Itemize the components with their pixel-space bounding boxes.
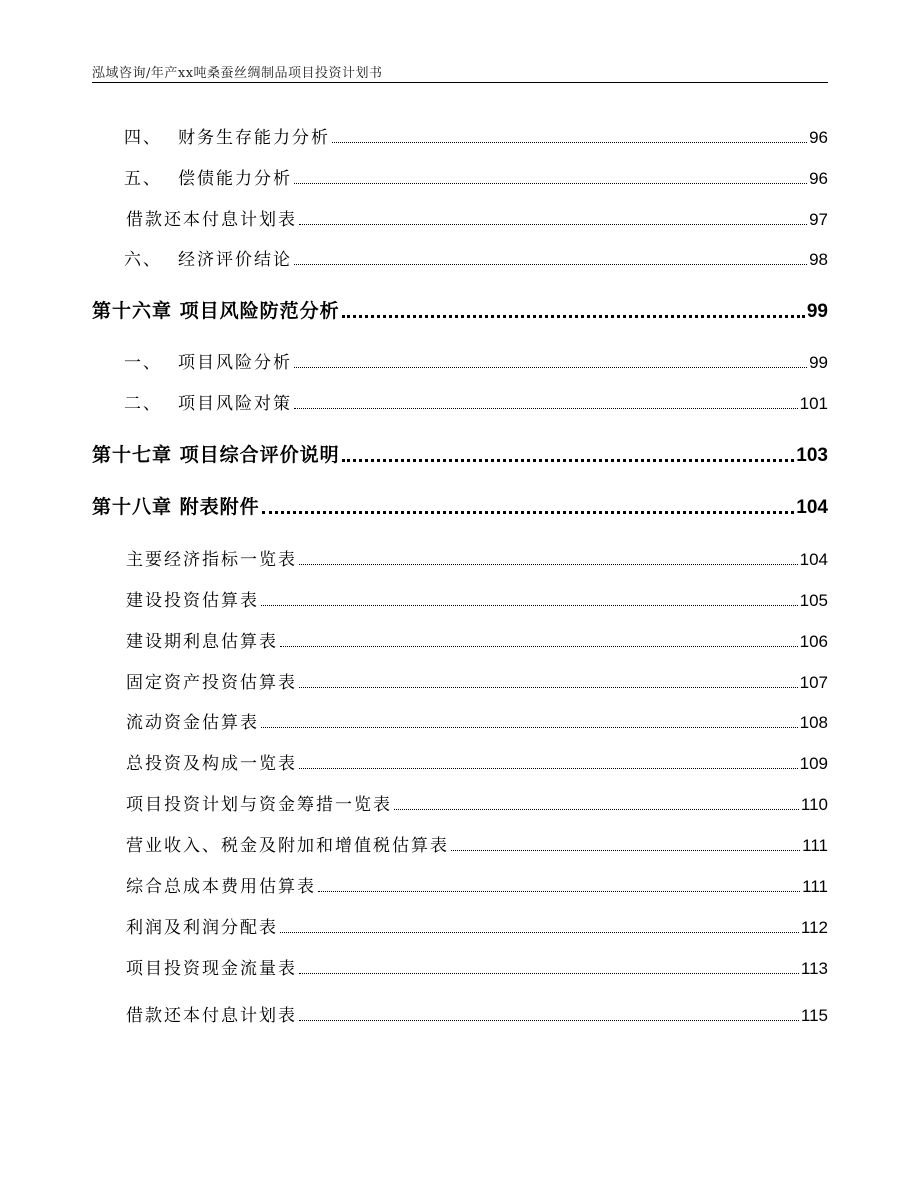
toc-entry-label: 营业收入、税金及附加和增值税估算表 (126, 836, 449, 856)
toc-chapter-entry[interactable] (92, 440, 828, 467)
toc-leader-dots (342, 459, 795, 462)
toc-leader-dots (318, 891, 800, 892)
toc-leader-dots (294, 367, 807, 368)
toc-entry-label: 项目投资计划与资金筹措一览表 (126, 795, 392, 815)
toc-entry[interactable] (92, 831, 828, 856)
toc-leader-dots (280, 646, 798, 647)
toc-entry-label: 总投资及构成一览表 (126, 754, 297, 774)
toc-entry-label: 借款还本付息计划表 (126, 210, 297, 230)
toc-page-number: 110 (800, 795, 828, 814)
toc-chapter-label: 第十八章 附表附件 (92, 496, 260, 518)
toc-entry[interactable] (92, 1001, 828, 1026)
toc-entry[interactable] (92, 913, 828, 938)
toc-entry-label: 借款还本付息计划表 (126, 1006, 297, 1026)
toc-entry-label: 四、 财务生存能力分析 (124, 128, 330, 148)
toc-entry[interactable] (92, 954, 828, 979)
toc-page-number: 108 (799, 713, 828, 732)
toc-page-number: 107 (799, 673, 828, 692)
toc-leader-dots (294, 408, 798, 409)
toc-leader-dots (299, 973, 799, 974)
toc-leader-dots (299, 224, 807, 225)
toc-chapter-label: 第十七章 项目综合评价说明 (92, 444, 340, 466)
toc-entry[interactable] (92, 164, 828, 189)
toc-chapter-entry[interactable] (92, 492, 828, 519)
toc-leader-dots (332, 142, 807, 143)
toc-entry-label: 主要经济指标一览表 (126, 550, 297, 570)
toc-entry[interactable] (92, 205, 828, 230)
toc-entry[interactable] (92, 708, 828, 733)
toc-entry-label: 建设期利息估算表 (126, 632, 278, 652)
toc-leader-dots (299, 687, 798, 688)
toc-page-number: 111 (802, 877, 828, 896)
toc-page-number: 115 (800, 1006, 828, 1025)
toc-leader-dots (262, 511, 795, 514)
toc-leader-dots (394, 809, 799, 810)
toc-entry[interactable] (92, 545, 828, 570)
toc-entry[interactable] (92, 749, 828, 774)
toc-leader-dots (280, 932, 799, 933)
toc-page-number: 104 (799, 550, 828, 569)
toc-entry-label: 固定资产投资估算表 (126, 673, 297, 693)
toc-entry-label: 建设投资估算表 (126, 591, 259, 611)
toc-entry-label: 项目投资现金流量表 (126, 959, 297, 979)
toc-page-number: 104 (796, 497, 828, 518)
toc-page-number: 113 (800, 959, 828, 978)
toc-chapter-entry[interactable] (92, 296, 828, 323)
toc-entry-label: 六、 经济评价结论 (124, 250, 292, 270)
toc-leader-dots (299, 564, 798, 565)
toc-entry-label: 一、 项目风险分析 (124, 353, 292, 373)
toc-page-number: 101 (799, 394, 828, 413)
toc-entry[interactable] (92, 586, 828, 611)
running-header: 泓域咨询/年产xx吨桑蚕丝绸制品项目投资计划书 (92, 66, 383, 81)
toc-leader-dots (342, 315, 805, 318)
toc-entry-label: 五、 偿债能力分析 (124, 169, 292, 189)
toc-leader-dots (299, 1020, 799, 1021)
toc-entry[interactable] (92, 123, 828, 148)
toc-page-number: 111 (802, 836, 828, 855)
toc-entry[interactable] (92, 348, 828, 373)
toc-leader-dots (261, 605, 798, 606)
toc-page-number: 105 (799, 591, 828, 610)
toc-entry[interactable] (92, 668, 828, 693)
toc-entry-label: 综合总成本费用估算表 (126, 877, 316, 897)
toc-leader-dots (294, 264, 807, 265)
toc-page-number: 99 (806, 301, 828, 322)
toc-page-number: 96 (809, 169, 828, 188)
toc-page-number: 99 (809, 353, 828, 372)
toc-page-number: 96 (809, 128, 828, 147)
toc-entry-label: 流动资金估算表 (126, 713, 259, 733)
toc-chapter-label: 第十六章 项目风险防范分析 (92, 300, 340, 322)
toc-page-number: 97 (809, 210, 828, 229)
toc-leader-dots (451, 850, 800, 851)
toc-page-number: 103 (796, 445, 828, 466)
toc-page-number: 98 (809, 250, 828, 269)
toc-entry-label: 二、 项目风险对策 (124, 394, 292, 414)
toc-entry[interactable] (92, 627, 828, 652)
toc-leader-dots (294, 183, 807, 184)
toc-leader-dots (299, 768, 798, 769)
toc-entry-label: 利润及利润分配表 (126, 918, 278, 938)
toc-leader-dots (261, 727, 798, 728)
toc-page-number: 112 (800, 918, 828, 937)
toc-page-number: 109 (799, 754, 828, 773)
header-rule (92, 82, 828, 83)
toc-entry[interactable] (92, 790, 828, 815)
toc-entry[interactable] (92, 389, 828, 414)
toc-entry[interactable] (92, 872, 828, 897)
toc-entry[interactable] (92, 245, 828, 270)
toc-page-number: 106 (799, 632, 828, 651)
